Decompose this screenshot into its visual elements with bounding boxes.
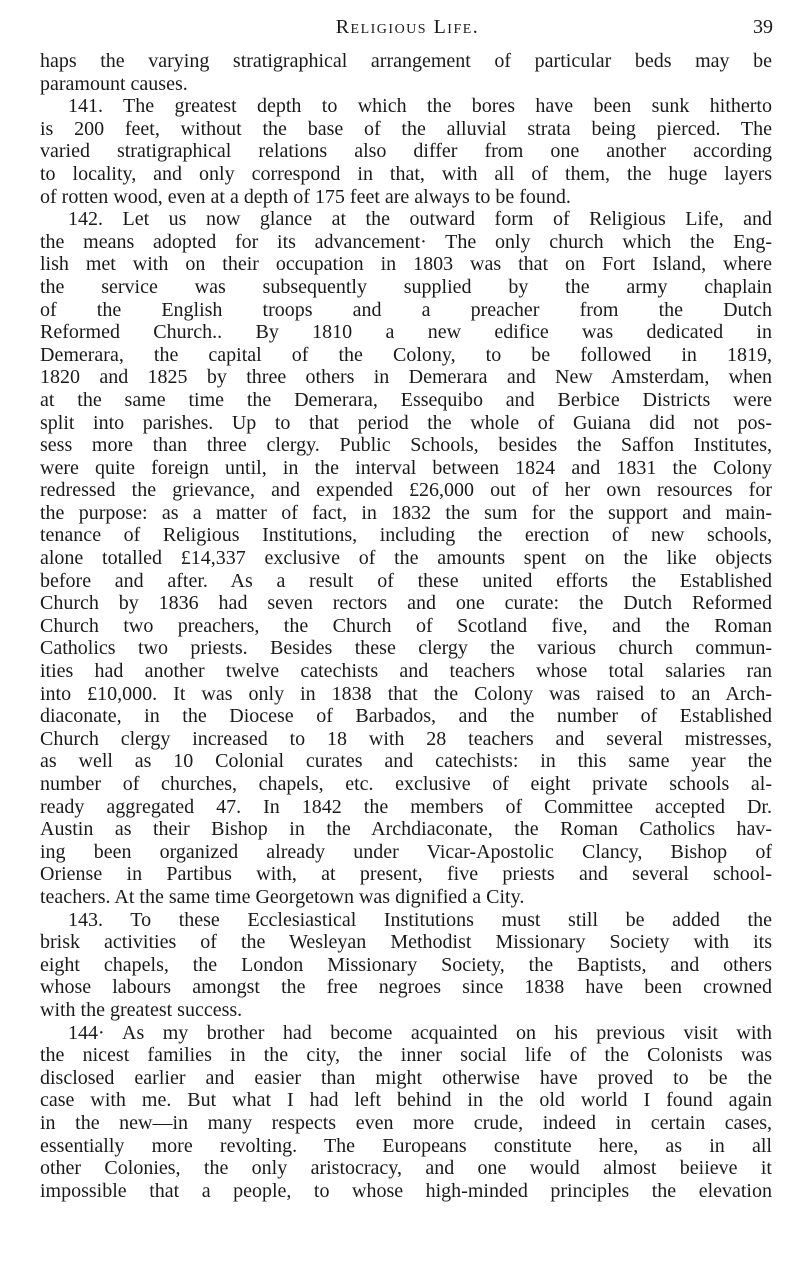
text-line: as well as 10 Colonial curates and catechists: in this same year the (40, 750, 772, 773)
text-line: split into parishes. Up to that period the whole of Guiana did not pos- (40, 411, 772, 434)
text-line: Catholics two priests. Besides these clergy the various church commun- (40, 637, 772, 660)
text-line: the purpose: as a matter of fact, in 1832 the sum for the support and main- (40, 501, 772, 524)
text-line: ready aggregated 47. In 1842 the members of Committee accepted Dr. (40, 795, 772, 818)
text-line: tenance of Religious Institutions, including the erection of new schools, (40, 524, 772, 547)
text-line: whose labours amongst the free negroes since 1838 have been crowned (40, 976, 772, 999)
text-line: into £10,000. It was only in 1838 that the Colony was raised to an Arch- (40, 682, 772, 705)
page-number: 39 (753, 16, 773, 38)
text-line: eight chapels, the London Missionary Society, the Baptists, and others (40, 953, 772, 976)
text-line: Austin as their Bishop in the Archdiaconate, the Roman Catholics hav- (40, 818, 772, 841)
text-line: the service was subsequently supplied by the army chaplain (40, 275, 772, 298)
running-head (40, 14, 775, 48)
text-line: other Colonies, the only aristocracy, and one would almost beiieve it (40, 1157, 772, 1180)
text-line: alone totalled £14,337 exclusive of the amounts spent on the like objects (40, 547, 772, 570)
running-head-title: Religious Life. (335, 16, 480, 38)
text-line: 142. Let us now glance at the outward form of Religious Life, and (68, 208, 772, 231)
text-line: 141. The greatest depth to which the bores have been sunk hitherto (68, 95, 772, 118)
text-line: Church by 1836 had seven rectors and one curate: the Dutch Reformed (40, 592, 772, 615)
text-line: 1820 and 1825 by three others in Demerara and New Amsterdam, when (40, 366, 772, 389)
text-line: brisk activities of the Wesleyan Methodist Missionary Society with its (40, 931, 772, 954)
text-line: the nicest families in the city, the inner social life of the Colonists was (40, 1044, 772, 1067)
text-line: 144· As my brother had become acquainted on his previous visit with (68, 1021, 772, 1044)
text-line: of rotten wood, even at a depth of 175 feet are always to be found. (40, 185, 571, 208)
text-line: number of churches, chapels, etc. exclusive of eight private schools al- (40, 773, 772, 795)
text-line: Church clergy increased to 18 with 28 teachers and several mistresses, (40, 727, 772, 750)
text-line: haps the varying stratigraphical arrangement of particular beds may be (40, 50, 772, 72)
text-line: paramount causes. (40, 72, 188, 95)
text-line: teachers. At the same time Georgetown was dignified a City. (40, 885, 525, 908)
text-line: disclosed earlier and easier than might otherwise have proved to be the (40, 1066, 772, 1089)
text-line: diaconate, in the Diocese of Barbados, and the number of Established (40, 705, 772, 728)
text-line: ities had another twelve catechists and teachers whose total salaries ran (40, 660, 772, 683)
text-line: impossible that a people, to whose high-minded principles the elevation (40, 1179, 772, 1202)
text-line: essentially more revolting. The Europeans constitute here, as in all (40, 1134, 772, 1157)
text-line: Reformed Church.. By 1810 a new edifice was dedicated in (40, 321, 772, 344)
text-line: Demerara, the capital of the Colony, to be followed in 1819, (40, 343, 772, 366)
body-text (40, 50, 772, 1202)
text-line: with the greatest success. (40, 998, 243, 1021)
text-line: is 200 feet, without the base of the alluvial strata being pierced. The (40, 117, 772, 140)
text-line: the means adopted for its advancement· The only church which the Eng- (40, 230, 772, 253)
text-line: lish met with on their occupation in 1803 was that on Fort Island, where (40, 253, 772, 276)
text-line: 143. To these Ecclesiastical Institutions must still be added the (68, 908, 772, 931)
text-line: were quite foreign until, in the interval between 1824 and 1831 the Colony (40, 456, 772, 479)
text-line: to locality, and only correspond in that, with all of them, the huge layers (40, 162, 772, 185)
text-line: Oriense in Partibus with, at present, five priests and several school- (40, 863, 772, 886)
text-line: Church two preachers, the Church of Scotland five, and the Roman (40, 614, 772, 637)
text-line: at the same time the Demerara, Essequibo and Berbice Districts were (40, 388, 772, 411)
text-line: varied stratigraphical relations also differ from one another according (40, 140, 772, 163)
text-line: redressed the grievance, and expended £26,000 out of her own resources for (40, 479, 772, 502)
text-line: of the English troops and a preacher from the Dutch (40, 298, 772, 321)
text-line: ing been organized already under Vicar-Apostolic Clancy, Bishop of (40, 840, 772, 863)
text-line: sess more than three clergy. Public Schools, besides the Saffon Institutes, (40, 434, 772, 457)
text-line: before and after. As a result of these united efforts the Established (40, 569, 772, 592)
text-line: case with me. But what I had left behind in the old world I found again (40, 1089, 772, 1112)
text-line: in the new—in many respects even more crude, indeed in certain cases, (40, 1111, 772, 1134)
